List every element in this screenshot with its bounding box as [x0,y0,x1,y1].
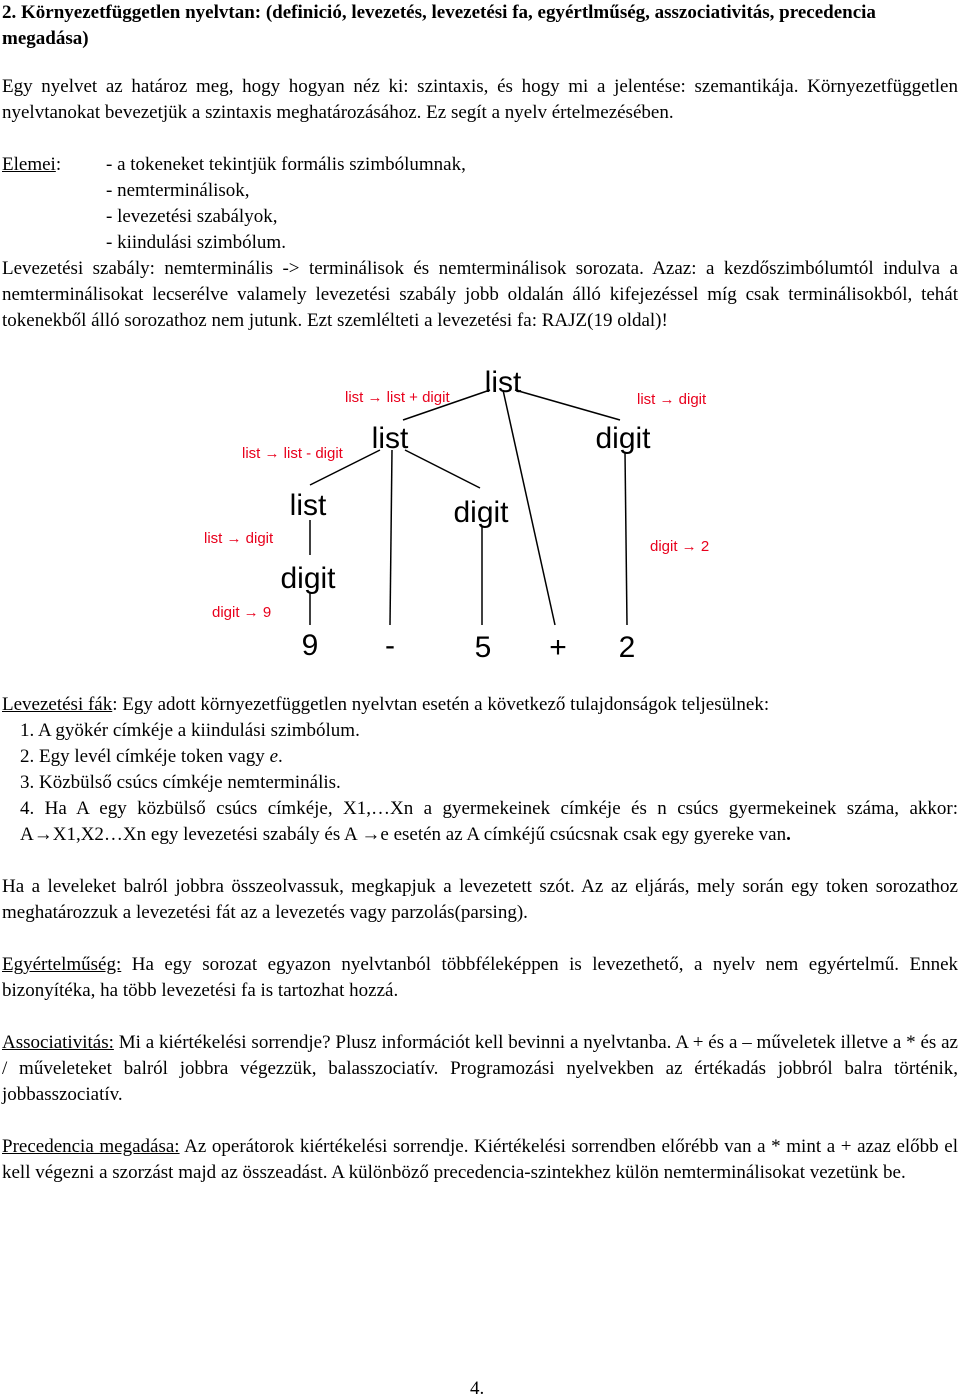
trees-item: 1. A gyökér címkéje a kiindulási szimbólum. [20,720,360,741]
tree-node-list: list [289,489,327,522]
tree-node-digit: digit [595,422,651,455]
ambiguity-label: Egyértelműség: [2,954,122,975]
tree-leaf: 2 [618,631,636,664]
tree-node-root: list [484,366,522,399]
elements-item: - kiindulási szimbólum. [106,232,286,253]
associativity-label: Associativitás: [2,1032,114,1053]
elements-label-line [2,152,61,178]
page-number: 4. [470,1378,485,1399]
rule-label: list → list + digit [345,389,450,406]
precedence-label: Precedencia megadása: [2,1136,180,1157]
elements-item: - levezetési szabályok, [106,206,278,227]
trees-item-4 [20,796,958,848]
trees-item-text: 2. Egy levél címkéje token vagy [20,746,270,767]
trees-item-e: e [269,746,278,767]
ambiguity-text: Ha egy sorozat egyazon nyelvtanból többféleképpen is levezethető, a nyelv nem egyértelmű. Ennek bizonyítéka, ha több levezetési fa is tartozhat hozzá. [2,954,958,1001]
tree-node-digit: digit [453,496,509,529]
tree-leaf: 5 [474,631,492,664]
associativity-text: Mi a kiértékelési sorrendje? Plusz információt kell bevinni a nyelvtanba. A + és a – műveletek illetve a * és az / műveleteket balról jobbra végezzük, balasszociatív. Programozási nyelvekben az értékadás jobbról balra történik, jobbasszociatív. [2,1032,958,1105]
tree-leaf: 9 [301,629,319,662]
intro-paragraph: Egy nyelvet az határoz meg, hogy hogyan néz ki: szintaxis, és hogy mi a jelentése: szemantikája. Környezetfüggetlen nyelvtanokat bevezetjük a szintaxis meghatározásához. Ez segít a nyelv értelmezésében. [2,76,958,123]
rule-label: digit → 9 [212,604,272,621]
rule-label: digit → 2 [650,538,710,555]
elements-label: Elemei [2,154,56,175]
trees-item-end: . [278,746,283,767]
derivation-tree-figure [200,360,740,670]
trees-item [20,744,283,770]
ambiguity-paragraph [2,952,958,1004]
section-heading: 2. Környezetfüggetlen nyelvtan: (definició, levezetés, levezetési fa, egyértlműség, asszociativitás, precedencia megadása) [2,2,876,49]
trees-intro-text: : Egy adott környezetfüggetlen nyelvtan esetén a következő tulajdonságok teljesülnek: [112,694,770,715]
precedence-paragraph [2,1134,958,1186]
precedence-text: Az operátorok kiértékelési sorrendje. Kiértékelési sorrendben előrébb van a * mint a + azaz előbb el kell végezni a szorzást majd az összeadást. A különböző precedencia-szintekhez külön nemterminálisokat vezetünk be. [2,1136,958,1183]
rule-label: list → list - digit [242,445,343,462]
elements-item: - nemterminálisok, [106,180,250,201]
trees-title: Levezetési fák [2,694,113,715]
elements-item: - a tokeneket tekintjük formális szimbólumnak, [106,154,466,175]
trees-closing: Ha a leveleket balról jobbra összeolvassuk, megkapjuk a levezetett szót. Az az eljárás, mely során egy token sorozathoz meghatározzuk a levezetési fát az a levezetés vagy parzolás(parsing). [2,876,958,923]
trees-item-4-text: 4. Ha A egy közbülső csúcs címkéje, X1,…Xn a gyermekeinek címkéje és n csúcs gyermekeinek száma, akkor: A→X1,X2…Xn egy levezetési szabály és A →e esetén az A címkéjű csúcsnak csak egy gyereke van [20,798,958,845]
associativity-paragraph [2,1030,958,1108]
rule-label: list → digit [204,530,274,547]
tree-node-list: list [371,422,409,455]
tree-leaf: + [549,631,567,664]
tree-leaf: - [385,629,395,662]
rule-label: list → digit [637,391,707,408]
rule-paragraph: Levezetési szabály: nemterminális -> terminálisok és nemterminálisok sorozata. Azaz: a kezdőszimbólumtól indulva a nemterminálisokat lecserélve valamely levezetési szabály jobb oldalán álló kifejezéssel míg csak terminálisokból, tehát tokenekből álló sorozathoz nem jutunk. Ezt szemlélteti a levezetési fa: RAJZ(19 oldal)! [2,258,958,331]
tree-node-digit: digit [280,562,336,595]
trees-item-4-end: . [786,824,791,845]
trees-intro [2,692,769,718]
elements-label-colon: : [55,154,62,175]
trees-item: 3. Közbülső csúcs címkéje nemterminális. [20,772,341,793]
